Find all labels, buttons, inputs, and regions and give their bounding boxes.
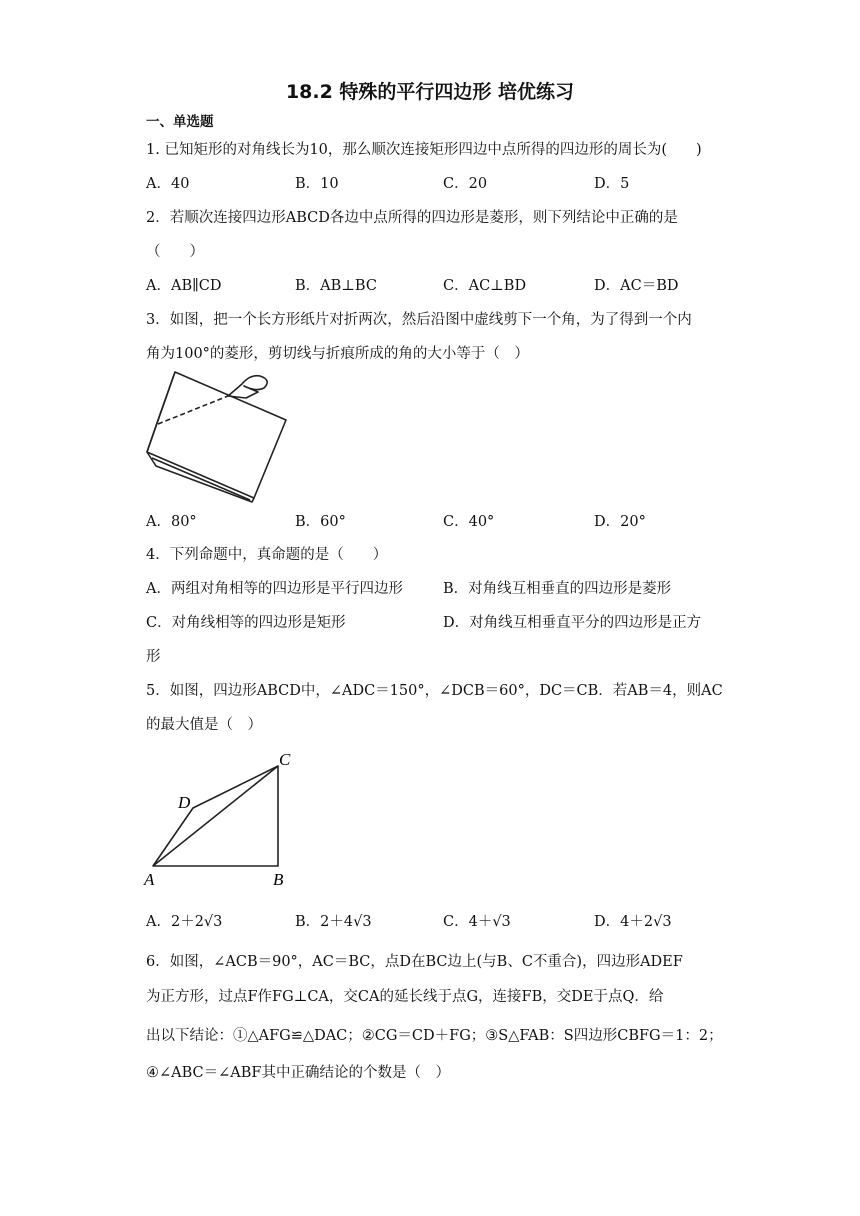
q5-option-d: D．4＋2√3 (594, 914, 672, 930)
quadrilateral-abcd-figure (140, 745, 300, 890)
label-b: B (273, 870, 284, 889)
question-2-stem: 2．若顺次连接四边形ABCD各边中点所得的四边形是菱形，则下列结论中正确的是 (146, 210, 678, 226)
label-a: A (144, 870, 155, 889)
q3-option-c: C．40° (443, 514, 495, 530)
q4-option-d: D．对角线互相垂直平分的四边形是正方 (443, 615, 702, 631)
question-3-stem-cont: 角为100°的菱形，剪切线与折痕所成的角的大小等于（ ） (146, 346, 529, 362)
q2-option-b: B．AB⊥BC (295, 278, 377, 294)
paper-fold-edge (147, 372, 175, 452)
question-6-line-1: 6．如图，∠ACB＝90°，AC＝BC，点D在BC边上(与B、C不重合)，四边形ADEF (146, 954, 683, 970)
question-4-stem: 4．下列命题中，真命题的是（ ） (146, 547, 388, 563)
q4-option-b: B．对角线互相垂直的四边形是菱形 (443, 581, 672, 597)
q1-option-a: A．40 (146, 176, 190, 192)
q5-option-a: A．2＋2√3 (146, 914, 223, 930)
question-6-line-2: 为正方形，过点F作FG⊥CA，交CA的延长线于点G，连接FB，交DE于点Q．给 (146, 989, 664, 1005)
question-5-stem: 5．如图，四边形ABCD中，∠ADC＝150°，∠DCB＝60°，DC＝CB．若AB＝4，则AC (146, 683, 723, 699)
q5-option-c: C．4＋√3 (443, 914, 511, 930)
label-d: D (178, 793, 191, 812)
q2-option-a: A．AB∥CD (146, 278, 222, 294)
q4-option-d-wrap: 形 (146, 649, 161, 665)
q5-option-b: B．2＋4√3 (295, 914, 372, 930)
q3-option-a: A．80° (146, 514, 197, 530)
q1-option-b: B．10 (295, 176, 339, 192)
q3-option-d: D．20° (594, 514, 646, 530)
q4-option-a: A．两组对角相等的四边形是平行四边形 (146, 581, 403, 597)
cut-dashed-line (158, 396, 228, 424)
label-c: C (279, 750, 291, 769)
section-heading: 一、单选题 (146, 114, 214, 130)
diagonal-ac (153, 766, 278, 866)
question-3-stem: 3．如图，把一个长方形纸片对折两次，然后沿图中虚线剪下一个角，为了得到一个内 (146, 312, 692, 328)
q3-option-b: B．60° (295, 514, 346, 530)
folded-paper-figure (140, 368, 300, 504)
question-2-stem-cont: （ ） (146, 244, 204, 260)
question-6-line-3: 出以下结论：①△AFG≌△DAC；②CG＝CD＋FG；③S△FAB：S四边形CBFG＝1：2； (146, 1028, 723, 1044)
question-1-stem: 1. 已知矩形的对角线长为10，那么顺次连接矩形四边中点所得的四边形的周长为( ) (146, 142, 702, 158)
q1-option-d: D．5 (594, 176, 630, 192)
question-5-stem-cont: 的最大值是（ ） (146, 717, 262, 733)
page-title: 18.2 特殊的平行四边形 培优练习 (285, 81, 575, 103)
q4-option-c: C．对角线相等的四边形是矩形 (146, 615, 346, 631)
question-6-line-4: ④∠ABC＝∠ABF其中正确结论的个数是（ ） (146, 1065, 450, 1081)
cut-corner-piece (228, 376, 267, 398)
q2-option-c: C．AC⊥BD (443, 278, 527, 294)
q2-option-d: D．AC＝BD (594, 278, 679, 294)
paper-middle-layer (152, 458, 250, 500)
q1-option-c: C．20 (443, 176, 488, 192)
